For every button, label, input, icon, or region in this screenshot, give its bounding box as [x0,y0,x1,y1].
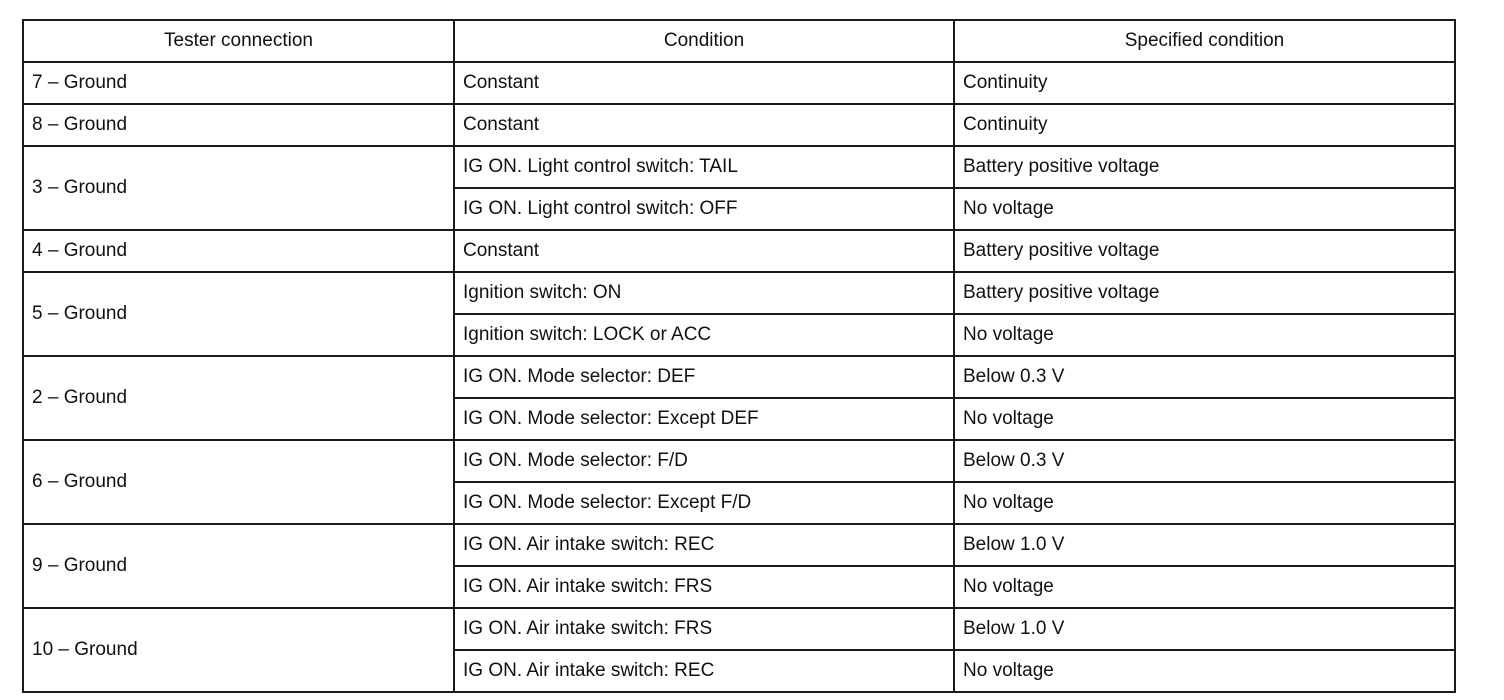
tester-connection-table [22,19,1456,693]
specified-condition-cell: No voltage [954,398,1455,440]
table-row [23,356,1455,398]
tester-connection-cell: 10 – Ground [23,608,454,692]
table-row [23,608,1455,650]
condition-cell: IG ON. Light control switch: TAIL [454,146,954,188]
condition-cell: IG ON. Air intake switch: FRS [454,608,954,650]
specified-condition-cell: Below 0.3 V [954,356,1455,398]
condition-cell: Ignition switch: ON [454,272,954,314]
header-row [23,20,1455,62]
condition-cell: IG ON. Mode selector: Except F/D [454,482,954,524]
specified-condition-cell: Continuity [954,62,1455,104]
specified-condition-cell: No voltage [954,566,1455,608]
condition-cell: IG ON. Air intake switch: FRS [454,566,954,608]
specified-condition-cell: Below 1.0 V [954,608,1455,650]
condition-cell: IG ON. Mode selector: Except DEF [454,398,954,440]
tester-connection-cell: 2 – Ground [23,356,454,440]
specified-condition-cell: Below 1.0 V [954,524,1455,566]
condition-cell: Constant [454,62,954,104]
condition-cell: IG ON. Mode selector: DEF [454,356,954,398]
specified-condition-cell: Battery positive voltage [954,272,1455,314]
header-tester-connection: Tester connection [23,20,454,62]
condition-cell: IG ON. Mode selector: F/D [454,440,954,482]
condition-cell: Ignition switch: LOCK or ACC [454,314,954,356]
table-row [23,272,1455,314]
specified-condition-cell: No voltage [954,314,1455,356]
table-row [23,104,1455,146]
condition-cell: Constant [454,104,954,146]
tester-connection-cell: 5 – Ground [23,272,454,356]
specified-condition-cell: Battery positive voltage [954,230,1455,272]
table-row [23,524,1455,566]
table-row [23,440,1455,482]
tester-connection-cell: 7 – Ground [23,62,454,104]
specified-condition-cell: No voltage [954,188,1455,230]
tester-connection-cell: 8 – Ground [23,104,454,146]
specified-condition-cell: Below 0.3 V [954,440,1455,482]
table-row [23,230,1455,272]
condition-cell: IG ON. Air intake switch: REC [454,650,954,692]
condition-cell: IG ON. Light control switch: OFF [454,188,954,230]
header-specified-condition: Specified condition [954,20,1455,62]
header-condition: Condition [454,20,954,62]
table-header [23,20,1455,62]
table-row [23,146,1455,188]
tester-connection-cell: 9 – Ground [23,524,454,608]
tester-connection-cell: 6 – Ground [23,440,454,524]
specified-condition-cell: Battery positive voltage [954,146,1455,188]
condition-cell: Constant [454,230,954,272]
specified-condition-cell: No voltage [954,650,1455,692]
specified-condition-cell: No voltage [954,482,1455,524]
table-body [23,62,1455,692]
specified-condition-cell: Continuity [954,104,1455,146]
tester-connection-cell: 4 – Ground [23,230,454,272]
tester-connection-cell: 3 – Ground [23,146,454,230]
table-row [23,62,1455,104]
condition-cell: IG ON. Air intake switch: REC [454,524,954,566]
